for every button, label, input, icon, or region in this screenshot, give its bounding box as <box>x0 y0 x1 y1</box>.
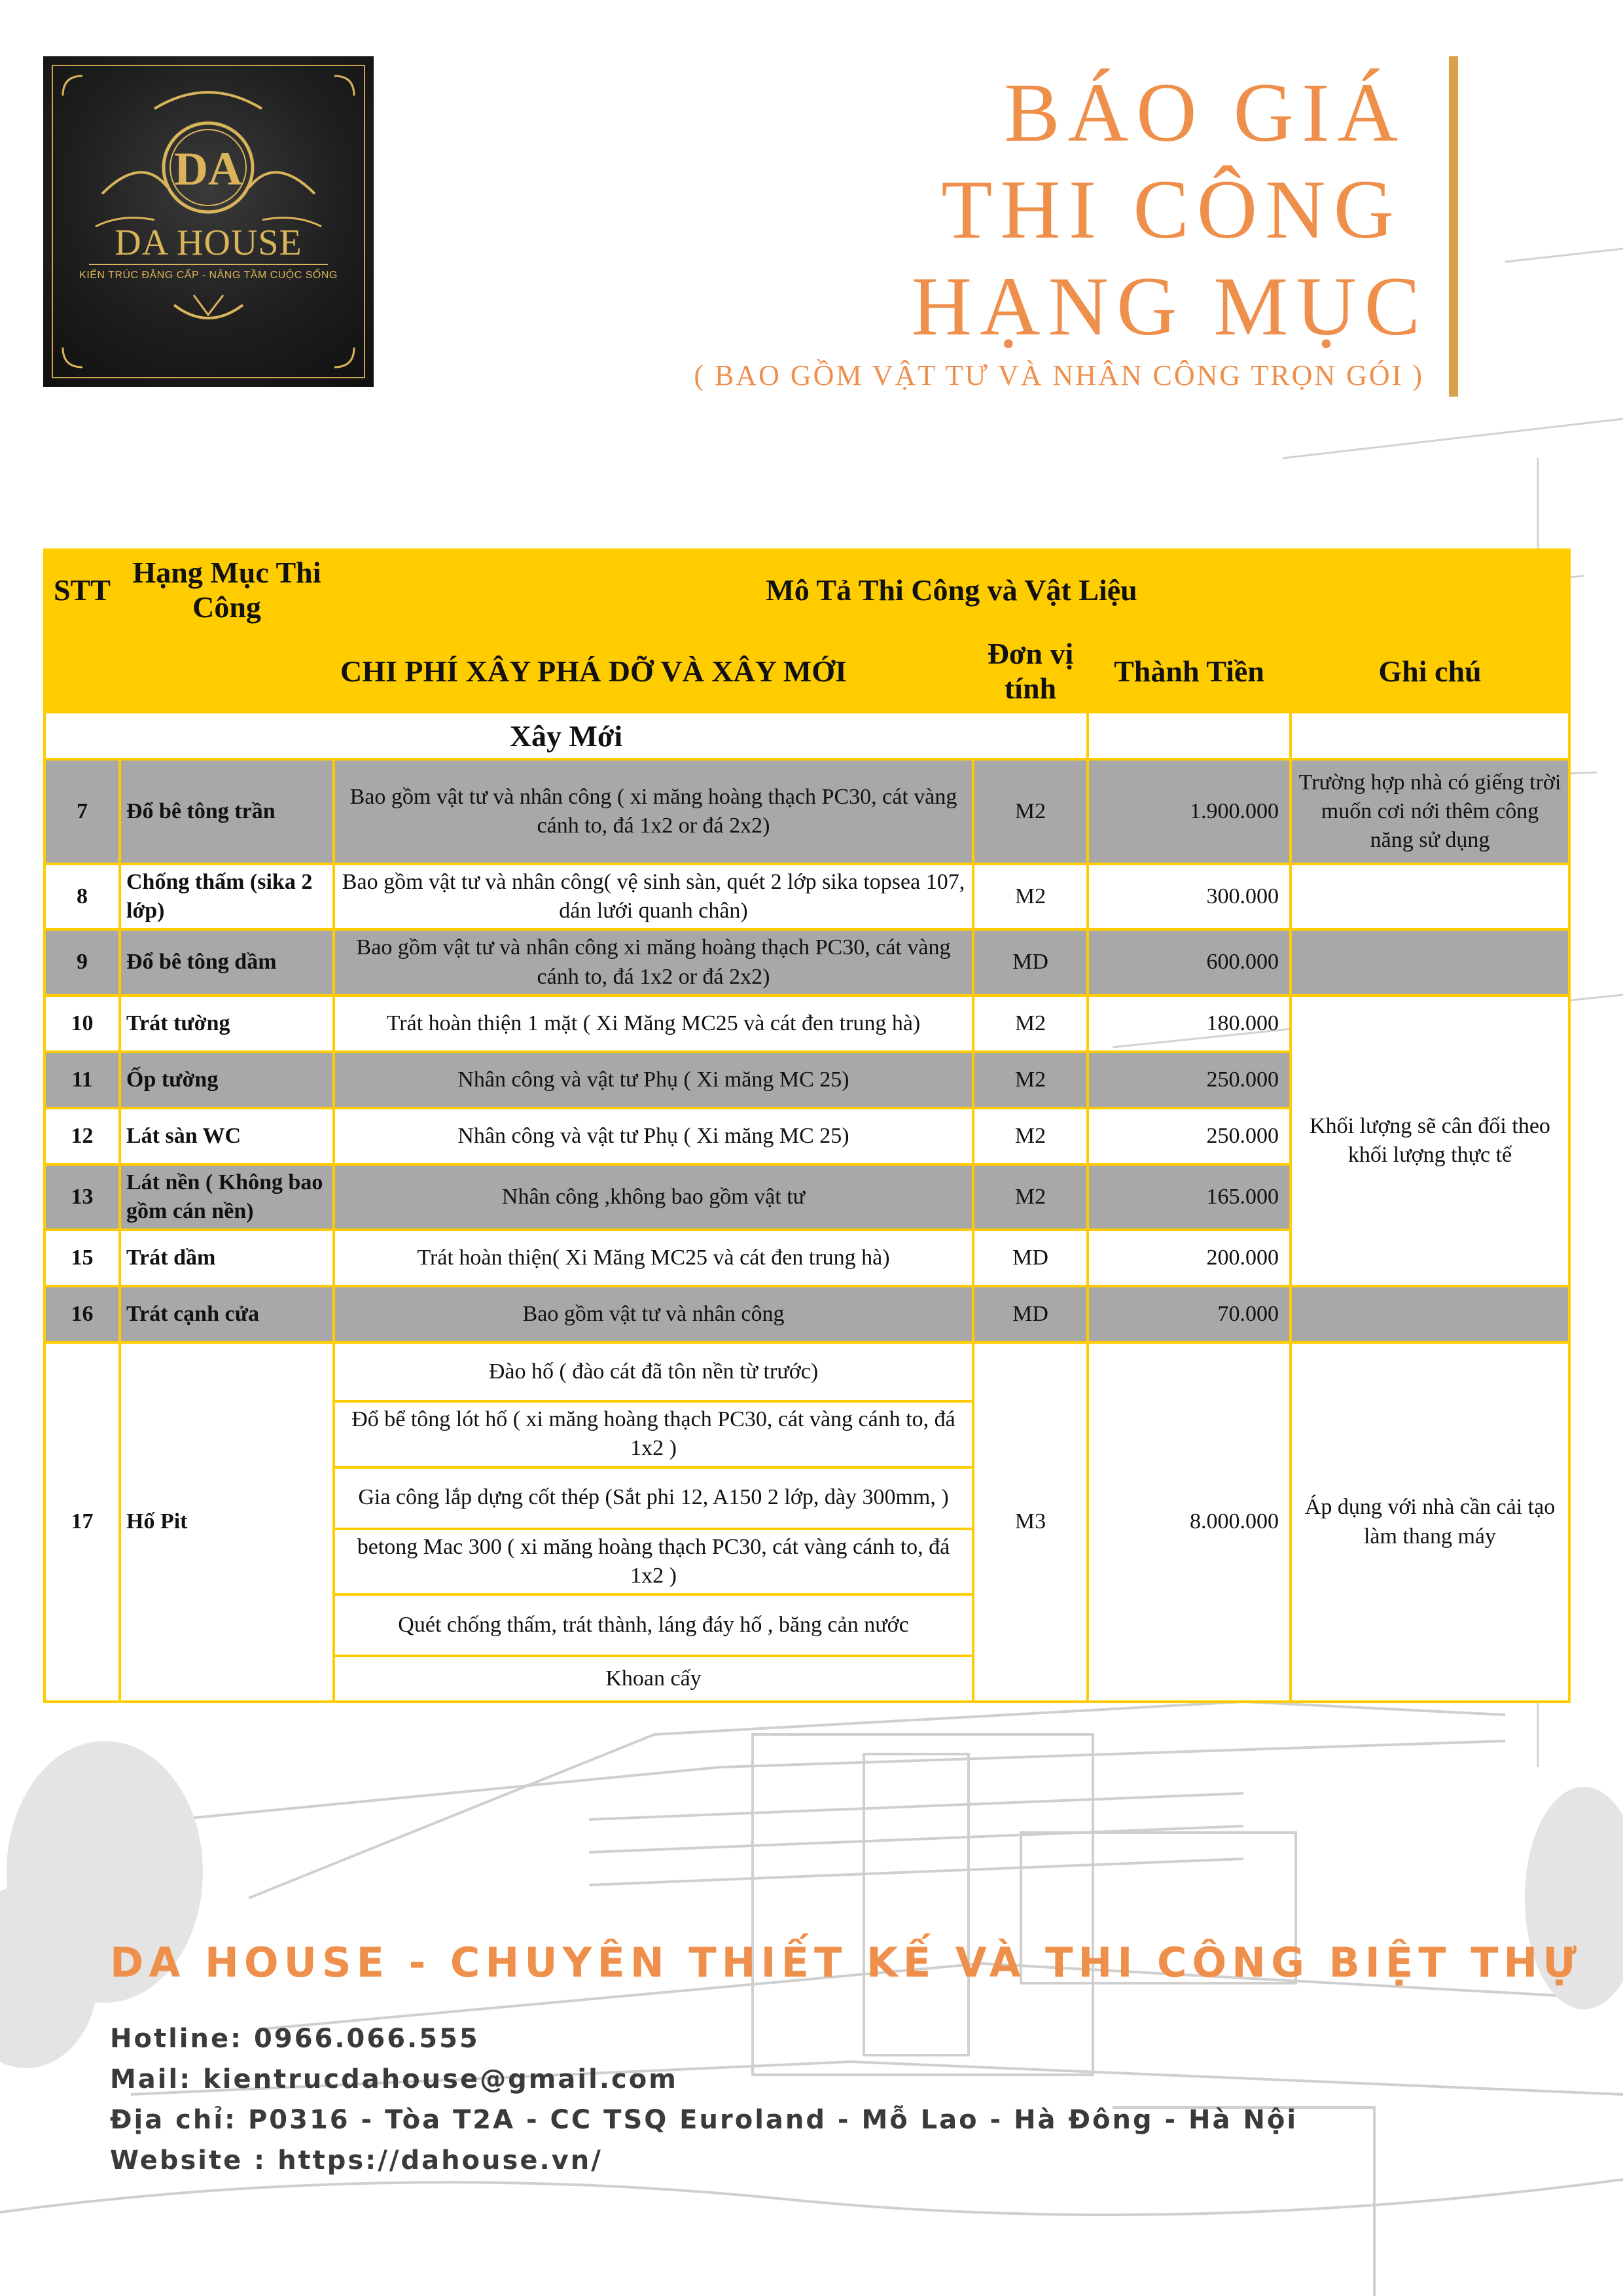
row-unit: M2 <box>973 1164 1088 1230</box>
header-divider <box>1449 56 1458 397</box>
row-description: Bao gồm vật tư và nhân công( vệ sinh sàn, quét 2 lớp sika topsea 107, dán lưới quanh chân) <box>334 864 973 929</box>
table-row <box>45 929 1569 995</box>
svg-text:DA: DA <box>174 143 242 195</box>
title-line-3: HẠNG MỤC <box>911 260 1428 353</box>
row-note <box>1291 929 1569 995</box>
row-unit: M2 <box>973 996 1088 1052</box>
row-description: Bao gồm vật tư và nhân công <box>334 1286 973 1342</box>
row-name: Trát tường <box>120 996 334 1052</box>
row-description: Bao gồm vật tư và nhân công xi măng hoàng thạch PC30, cát vàng cánh to, đá 1x2 or đá 2x2) <box>334 929 973 995</box>
pit-unit: M3 <box>973 1342 1088 1702</box>
row-name: Trát dầm <box>120 1230 334 1286</box>
footer-address: Địa chỉ: P0316 - Tòa T2A - CC TSQ Euroland - Mỗ Lao - Hà Đông - Hà Nội <box>110 2105 1298 2135</box>
pit-step: Gia công lắp dựng cốt thép (Sắt phi 12, A150 2 lớp, dày 300mm, ) <box>334 1467 973 1529</box>
footer-mail: Mail: kientrucdahouse@gmail.com <box>110 2064 678 2094</box>
header-category: CHI PHÍ XÂY PHÁ DỠ VÀ XÂY MỚI <box>334 631 973 712</box>
table-row <box>45 864 1569 929</box>
header-description: Mô Tả Thi Công và Vật Liệu <box>334 550 1569 631</box>
row-stt: 16 <box>45 1286 120 1342</box>
row-stt: 11 <box>45 1052 120 1108</box>
table-subheader-row <box>45 631 1569 712</box>
table-row <box>45 759 1569 864</box>
row-price: 300.000 <box>1088 864 1291 929</box>
row-description: Nhân công và vật tư Phụ ( Xi măng MC 25) <box>334 1052 973 1108</box>
row-note: Trường hợp nhà có giếng trời muốn cơi nới thêm công năng sử dụng <box>1291 759 1569 864</box>
row-price: 165.000 <box>1088 1164 1291 1230</box>
row-unit: MD <box>973 929 1088 995</box>
row-price: 70.000 <box>1088 1286 1291 1342</box>
merged-note: Khối lượng sẽ cân đối theo khối lượng thực tế <box>1291 996 1569 1286</box>
pit-step-row <box>45 1342 1569 1401</box>
pit-step: Quét chống thấm, trát thành, láng đáy hố , băng cản nước <box>334 1594 973 1656</box>
price-table <box>43 548 1571 1703</box>
row-price: 250.000 <box>1088 1108 1291 1164</box>
header-stt: STT <box>45 550 120 631</box>
row-price: 250.000 <box>1088 1052 1291 1108</box>
pit-name: Hố Pit <box>120 1342 334 1702</box>
footer-title: DA HOUSE - CHUYÊN THIẾT KẾ VÀ THI CÔNG BIỆT THỰ <box>110 1939 1582 1986</box>
footer-website: Website : https://dahouse.vn/ <box>110 2145 603 2176</box>
row-name: Đổ bê tông trần <box>120 759 334 864</box>
pit-step: Đổ bể tông lót hố ( xi măng hoàng thạch PC30, cát vàng cánh to, đá 1x2 ) <box>334 1401 973 1467</box>
row-stt: 15 <box>45 1230 120 1286</box>
row-name: Chống thấm (sika 2 lớp) <box>120 864 334 929</box>
row-name: Đổ bê tông dầm <box>120 929 334 995</box>
row-description: Bao gồm vật tư và nhân công ( xi măng hoàng thạch PC30, cát vàng cánh to, đá 1x2 or đá 2x2) <box>334 759 973 864</box>
row-description: Trát hoàn thiện 1 mặt ( Xi Măng MC25 và cát đen trung hà) <box>334 996 973 1052</box>
title-line-2: THI CÔNG <box>941 163 1402 256</box>
header-unit: Đơn vị tính <box>973 631 1088 712</box>
table-row <box>45 1286 1569 1342</box>
row-unit: M2 <box>973 1052 1088 1108</box>
section-row <box>45 712 1569 759</box>
row-stt: 7 <box>45 759 120 864</box>
pit-stt: 17 <box>45 1342 120 1702</box>
row-description: Nhân công ,không bao gồm vật tư <box>334 1164 973 1230</box>
row-stt: 12 <box>45 1108 120 1164</box>
row-unit: M2 <box>973 759 1088 864</box>
pit-step: Khoan cấy <box>334 1656 973 1702</box>
row-price: 1.900.000 <box>1088 759 1291 864</box>
row-stt: 8 <box>45 864 120 929</box>
row-note <box>1291 1286 1569 1342</box>
row-name: Lát nền ( Không bao gồm cán nền) <box>120 1164 334 1230</box>
row-stt: 9 <box>45 929 120 995</box>
footer-hotline: Hotline: 0966.066.555 <box>110 2024 480 2054</box>
logo-tagline: KIẾN TRÚC ĐẲNG CẤP - NÂNG TẦM CUỘC SỐNG <box>79 270 338 281</box>
row-name: Lát sàn WC <box>120 1108 334 1164</box>
row-description: Trát hoàn thiện( Xi Măng MC25 và cát đen trung hà) <box>334 1230 973 1286</box>
title-line-1: BÁO GIÁ <box>1004 66 1406 159</box>
pit-step: betong Mac 300 ( xi măng hoàng thạch PC30, cát vàng cánh to, đá 1x2 ) <box>334 1529 973 1594</box>
row-unit: MD <box>973 1286 1088 1342</box>
row-unit: M2 <box>973 864 1088 929</box>
row-price: 200.000 <box>1088 1230 1291 1286</box>
row-unit: MD <box>973 1230 1088 1286</box>
pit-price: 8.000.000 <box>1088 1342 1291 1702</box>
header-item: Hạng Mục Thi Công <box>120 550 334 631</box>
table-header-row <box>45 550 1569 631</box>
pit-note: Áp dụng với nhà cần cải tạo làm thang máy <box>1291 1342 1569 1702</box>
row-note <box>1291 864 1569 929</box>
header-price: Thành Tiền <box>1088 631 1291 712</box>
row-name: Ốp tường <box>120 1052 334 1108</box>
row-stt: 13 <box>45 1164 120 1230</box>
company-logo <box>43 56 374 387</box>
table-row <box>45 996 1569 1052</box>
header-note: Ghi chú <box>1291 631 1569 712</box>
row-price: 180.000 <box>1088 996 1291 1052</box>
row-stt: 10 <box>45 996 120 1052</box>
logo-name: DA HOUSE <box>115 223 302 263</box>
section-title: Xây Mới <box>45 712 1088 759</box>
row-price: 600.000 <box>1088 929 1291 995</box>
row-description: Nhân công và vật tư Phụ ( Xi măng MC 25) <box>334 1108 973 1164</box>
row-name: Trát cạnh cửa <box>120 1286 334 1342</box>
subtitle: ( BAO GỒM VẬT TƯ VÀ NHÂN CÔNG TRỌN GÓI ) <box>694 359 1424 391</box>
row-unit: M2 <box>973 1108 1088 1164</box>
pit-step: Đào hố ( đào cát đã tôn nền từ trước) <box>334 1342 973 1401</box>
